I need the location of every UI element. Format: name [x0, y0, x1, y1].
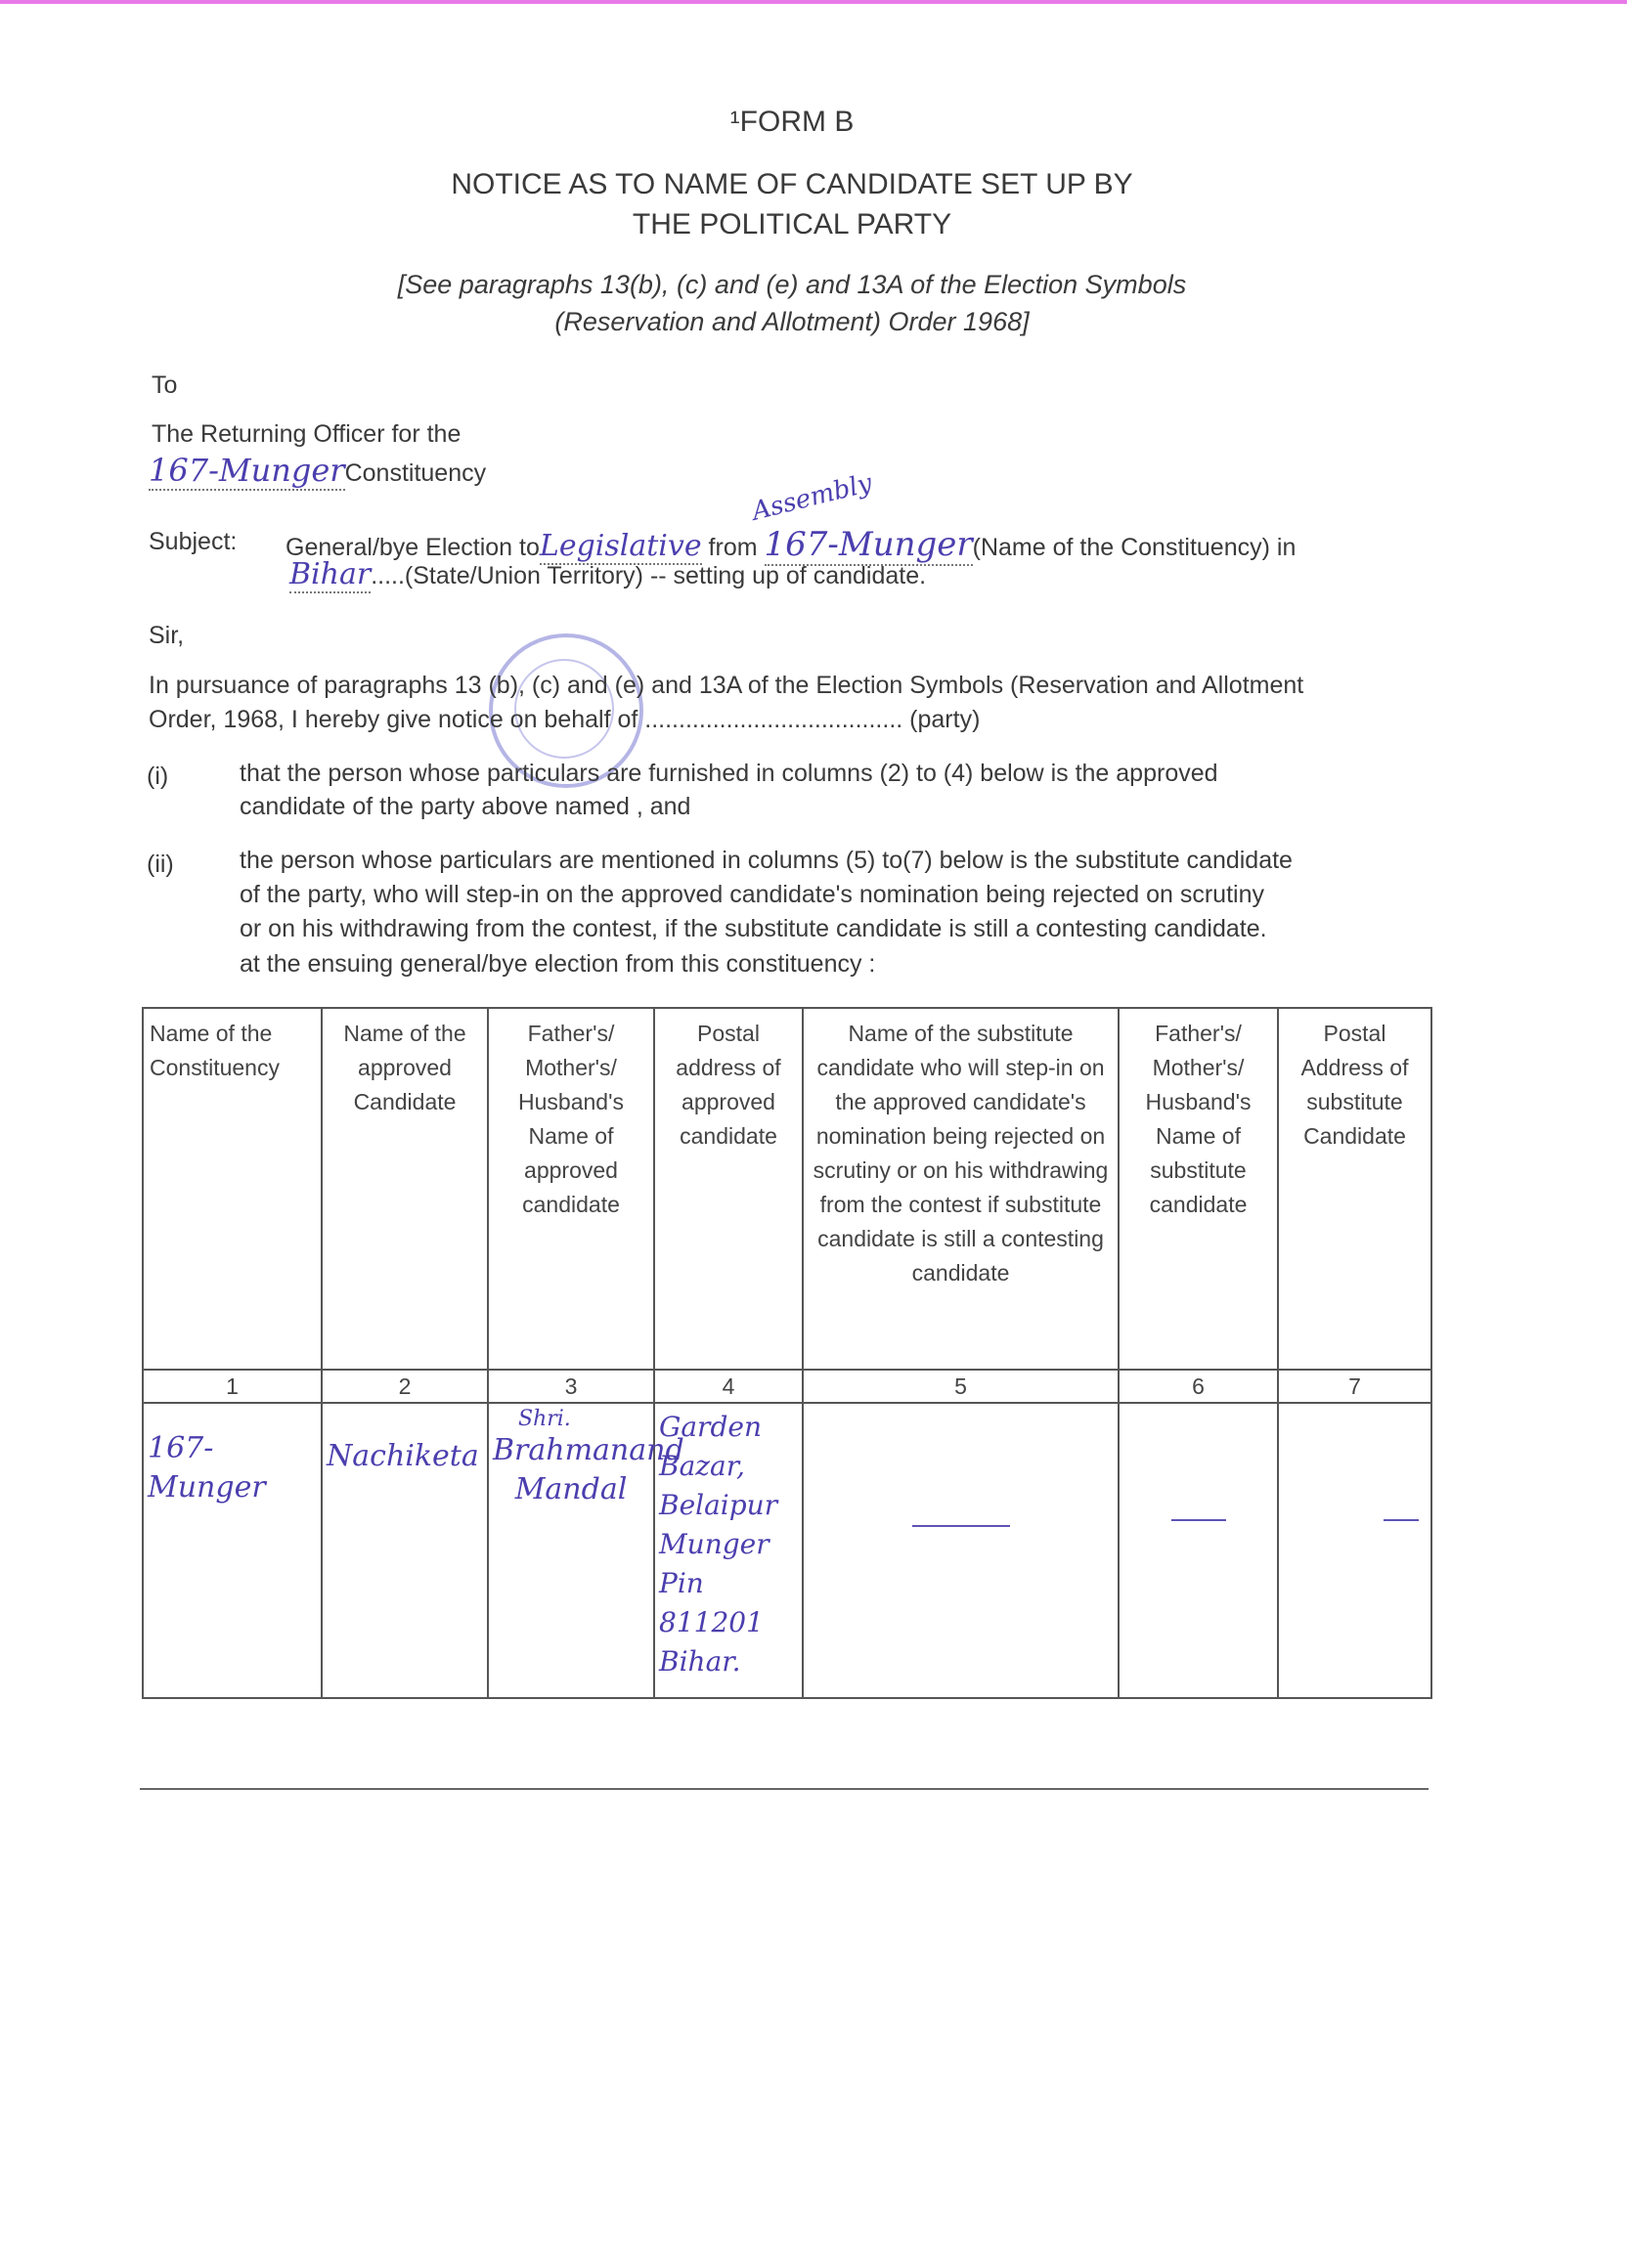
constituency-label: Constituency [344, 459, 487, 487]
subject-constituency-handwritten: 167-Munger [764, 525, 973, 564]
item-i-line1: that the person whose particulars are furnished in columns (2) to (4) below is the approved [240, 760, 1218, 787]
bottom-rule [140, 1788, 1429, 1790]
subject-house-top-handwritten: Assembly [749, 468, 875, 527]
table-number-row [143, 1370, 1431, 1403]
cell-candidate [322, 1403, 488, 1698]
notice-title-line2: THE POLITICAL PARTY [632, 208, 952, 240]
subject-house-handwritten: Legislative [539, 529, 702, 563]
header-substitute-address: Postal Address of substitute Candidate [1278, 1008, 1431, 1370]
col-number-2: 2 [322, 1370, 488, 1403]
col-number-1: 1 [143, 1370, 322, 1403]
subject-text-part1: General/bye Election to [286, 534, 540, 561]
table-row [143, 1403, 1431, 1698]
body-para-line2: Order, 1968, I hereby give notice on behalf of ...................................... (party) [149, 706, 981, 733]
subject-text-part2: (Name of the Constituency) in [972, 534, 1297, 561]
header-constituency: Name of the Constituency [143, 1008, 322, 1370]
header-approved-address: Postal address of approved candidate [654, 1008, 803, 1370]
col-number-4: 4 [654, 1370, 803, 1403]
item-i-line2: candidate of the party above named , and [240, 793, 691, 820]
cell-address [654, 1403, 803, 1698]
table-header-row [143, 1008, 1431, 1370]
subject-text-from: from [708, 534, 758, 561]
cell-father-value: Brahmanand Mandal [493, 1433, 684, 1506]
page-top-border [0, 0, 1627, 4]
notice-title-line1: NOTICE AS TO NAME OF CANDIDATE SET UP BY [451, 168, 1133, 200]
form-title: ¹FORM B [729, 106, 855, 138]
cell-candidate-value: Nachiketa [327, 1439, 479, 1473]
header-substitute-parent-name: Father's/ Mother's/ Husband's Name of substitute candidate [1119, 1008, 1278, 1370]
constituency-line [149, 452, 486, 489]
candidate-table [142, 1007, 1432, 1699]
cell-father-prefix: Shri. [518, 1407, 571, 1431]
cell-substitute-parent-name [1119, 1403, 1278, 1698]
subject-state-handwritten: Bihar [289, 557, 372, 591]
item-i-marker: (i) [147, 763, 169, 790]
header-approved-parent-name: Father's/ Mother's/ Husband's Name of approved candidate [488, 1008, 654, 1370]
empty-dash [1171, 1519, 1226, 1521]
constituency-handwritten: 167-Munger [149, 452, 345, 489]
empty-dash [1384, 1519, 1419, 1521]
item-ii-line2: of the party, who will step-in on the approved candidate's nomination being rejected on scrutiny [240, 881, 1264, 908]
salutation: Sir, [149, 622, 185, 649]
item-ii-line4: at the ensuing general/bye election from this constituency : [240, 950, 876, 978]
item-ii-marker: (ii) [147, 850, 174, 878]
body-para-line1: In pursuance of paragraphs 13 (b), (c) and (e) and 13A of the Election Symbols (Reservation and Allotment [149, 672, 1304, 699]
col-number-5: 5 [803, 1370, 1119, 1403]
subject-text-part3: .....(State/Union Territory) -- setting up of candidate. [371, 562, 927, 589]
reference-line2: (Reservation and Allotment) Order 1968] [554, 307, 1030, 336]
col-number-3: 3 [488, 1370, 654, 1403]
col-number-7: 7 [1278, 1370, 1431, 1403]
item-ii-line3: or on his withdrawing from the contest, if the substitute candidate is still a contesting candidate. [240, 915, 1267, 942]
cell-substitute-address [1278, 1403, 1431, 1698]
cell-father-name [488, 1403, 684, 1698]
header-substitute-candidate: Name of the substitute candidate who will step-in on the approved candidate's nomination being rejected on scrutiny or on his withdrawing from the contest if substitute candidate is still a contesting candidate [803, 1008, 1119, 1370]
cell-constituency-value: 167-Munger [148, 1431, 266, 1505]
empty-dash [912, 1525, 1010, 1527]
subject-label: Subject: [149, 528, 238, 555]
cell-constituency [143, 1403, 322, 1698]
reference-line1: [See paragraphs 13(b), (c) and (e) and 13A of the Election Symbols [397, 270, 1187, 299]
to-label: To [152, 371, 178, 399]
subject-line2 [289, 557, 926, 591]
cell-substitute-candidate [803, 1403, 1119, 1698]
col-number-6: 6 [1119, 1370, 1278, 1403]
returning-officer-line: The Returning Officer for the [152, 420, 462, 448]
header-approved-candidate: Name of the approved Candidate [322, 1008, 488, 1370]
item-ii-line1: the person whose particulars are mentioned in columns (5) to(7) below is the substitute candidate [240, 847, 1293, 874]
cell-address-value: Garden Bazar, Belaipur Munger Pin 811201 Bihar. [659, 1411, 778, 1678]
